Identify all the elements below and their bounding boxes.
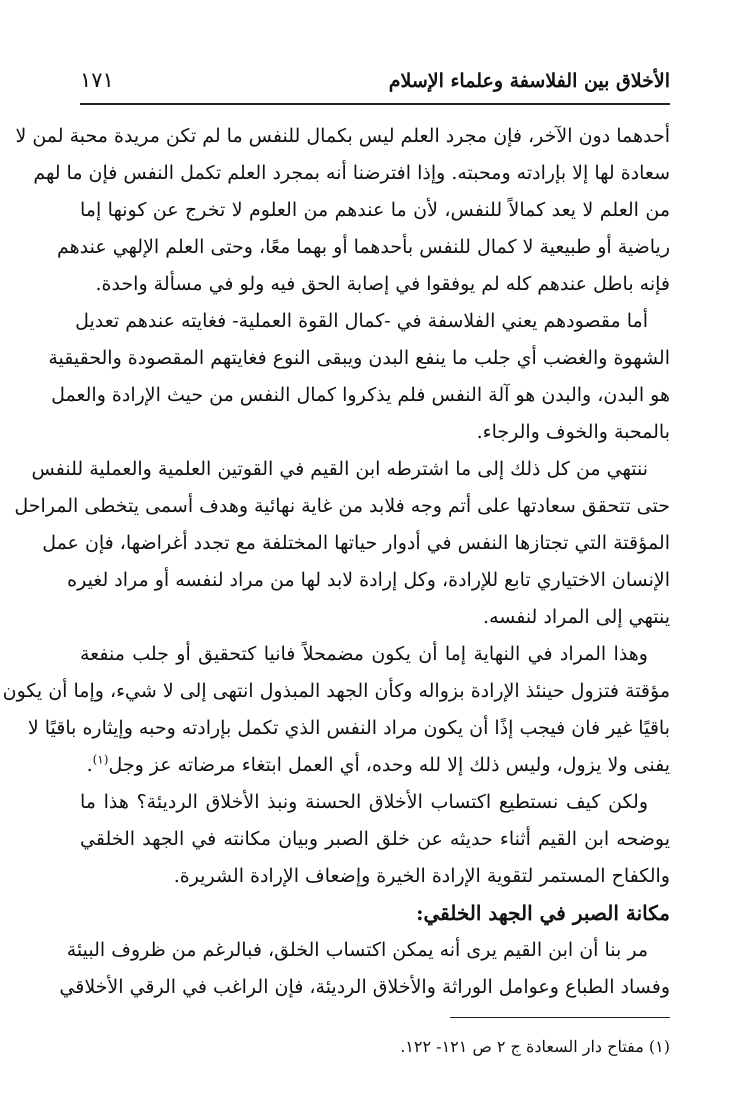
text-line: هو البدن، والبدن هو آلة النفس فلم يذكروا كمال النفس من حيث الإرادة والعمل bbox=[51, 384, 670, 406]
paragraph-first-line: ننتهي من كل ذلك إلى ما اشترطه ابن القيم في القوتين العلمية والعملية للنفس bbox=[31, 458, 648, 480]
text-line: سعادة لها إلا بإرادته ومحبته. وإذا افترضنا أنه بمجرد العلم تكمل النفس فإن ما لهم bbox=[33, 162, 670, 184]
running-header bbox=[80, 60, 670, 100]
text-line: المؤقتة التي تجتازها النفس في أدوار حياتها المختلفة مع تجدد أغراضها، فإن عمل bbox=[42, 532, 670, 554]
paragraph-first-line: أما مقصودهم يعني الفلاسفة في -كمال القوة العملية- فغايته عندهم تعديل bbox=[75, 310, 648, 332]
sentence-end: . bbox=[86, 754, 93, 776]
text-line: حتى تتحقق سعادتها على أتم وجه فلابد من غاية نهائية وهدف أسمى يتخطى المراحل bbox=[14, 495, 670, 517]
text-line-with-footnote bbox=[80, 747, 670, 784]
running-title: الأخلاق بين الفلاسفة وعلماء الإسلام bbox=[388, 70, 670, 92]
paragraph-first-line: ولكن كيف نستطيع اكتساب الأخلاق الحسنة ونبذ الأخلاق الرديئة؟ هذا ما bbox=[80, 791, 648, 813]
section-heading: مكانة الصبر في الجهد الخلقي: bbox=[416, 901, 670, 925]
text-line: والكفاح المستمر لتقوية الإرادة الخيرة وإضعاف الإرادة الشريرة. bbox=[173, 865, 670, 887]
text-line: الإنسان الاختياري تابع للإرادة، وكل إرادة لابد لها من مراد لنفسه أو مراد لغيره bbox=[67, 569, 670, 591]
body-text bbox=[2, 118, 670, 1006]
footnote-rule bbox=[450, 1017, 670, 1018]
text-line-content: يفنى ولا يزول، وليس ذلك إلا لله وحده، أي العمل ابتغاء مرضاته عز وجل bbox=[108, 754, 670, 776]
page-number: ١٧١ bbox=[80, 68, 114, 92]
text-line: بالمحبة والخوف والرجاء. bbox=[476, 421, 670, 443]
text-line: يوضحه ابن القيم أثناء حديثه عن خلق الصبر وبيان مكانته في الجهد الخلقي bbox=[80, 828, 670, 850]
text-line: فإنه باطل عندهم كله لم يوفقوا في إصابة الحق فيه ولو في مسألة واحدة. bbox=[95, 273, 670, 295]
paragraph-first-line: مر بنا أن ابن القيم يرى أنه يمكن اكتساب الخلق، فبالرغم من ظروف البيئة bbox=[66, 939, 648, 961]
header-rule bbox=[80, 103, 670, 105]
text-line: مؤقتة فتزول حينئذ الإرادة بزواله وكأن الجهد المبذول انتهى إلى لا شيء، وإما أن يكون bbox=[2, 680, 670, 702]
footnote: (١) مفتاح دار السعادة ج ٢ ص ١٢١- ١٢٢. bbox=[400, 1037, 670, 1056]
footnote-reference[interactable]: (١) bbox=[92, 752, 109, 767]
text-line: وفساد الطباع وعوامل الوراثة والأخلاق الرديئة، فإن الراغب في الرقي الأخلاقي bbox=[59, 976, 670, 998]
text-line: رياضية أو طبيعية لا كمال للنفس بأحدهما أو بهما معًا، وحتى العلم الإلهي عندهم bbox=[56, 236, 670, 258]
text-line: الشهوة والغضب أي جلب ما ينفع البدن ويبقى النوع فغايتهم المقصودة والحقيقية bbox=[48, 347, 670, 369]
text-line: ينتهي إلى المراد لنفسه. bbox=[483, 606, 670, 628]
text-line: من العلم لا يعد كمالاً للنفس، لأن ما عندهم من العلوم لا تخرج عن كونها إما bbox=[80, 199, 670, 221]
paragraph-first-line: وهذا المراد في النهاية إما أن يكون مضمحلاً فانيا كتحقيق أو جلب منفعة bbox=[80, 643, 648, 665]
text-line: أحدهما دون الآخر، فإن مجرد العلم ليس بكمال للنفس ما لم تكن مريدة محبة لمن لا bbox=[15, 125, 670, 147]
text-line: باقيًا غير فان فيجب إذًا أن يكون مراد النفس الذي تكمل بإرادته وحبه وإيثاره باقيًا لا bbox=[27, 717, 670, 739]
